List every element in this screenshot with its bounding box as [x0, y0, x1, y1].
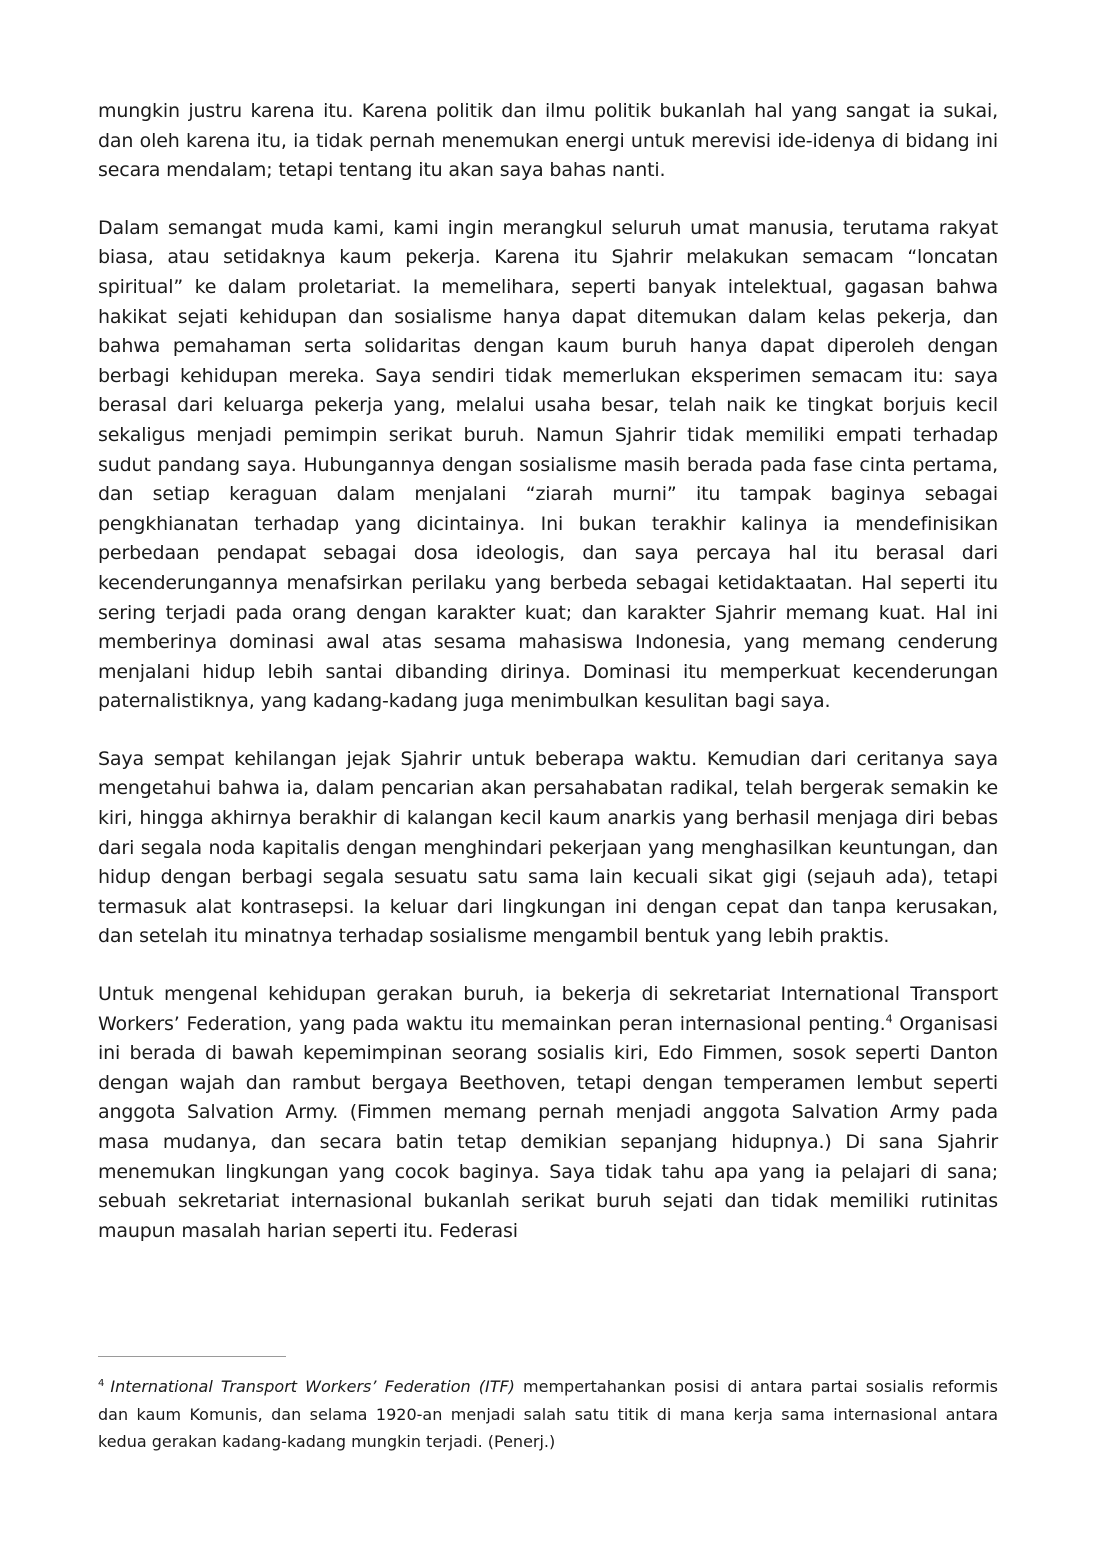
paragraph-4	[98, 980, 998, 1246]
main-text	[98, 97, 998, 1274]
footnote-reference[interactable]: 4	[885, 1012, 893, 1026]
paragraph-4-start: Untuk mengenal kehidupan gerakan buruh, ia bekerja di sekretariat International Transport Workers’ Federation, yang pada waktu itu memainkan peran internasional penting.	[98, 983, 998, 1035]
footnote-text: mempertahankan posisi di antara partai sosialis reformis dan kaum Komunis, dan selama 1920-an menjadi salah satu titik di mana kerja sama internasional antara kedua gerakan kadang-kadang mungkin terjadi. (Penerj.)	[98, 1377, 998, 1451]
footnote-organization: International Transport Workers’ Federation (ITF)	[110, 1377, 515, 1396]
paragraph-4-rest: Organisasi ini berada di bawah kepemimpinan seorang sosialis kiri, Edo Fimmen, sosok seperti Danton dengan wajah dan rambut bergaya Beethoven, tetapi dengan temperamen lembut seperti anggota Salvation Army. (Fimmen memang pernah menjadi anggota Salvation Army pada masa mudanya, dan secara batin tetap demikian sepanjang hidupnya.) Di sana Sjahrir menemukan lingkungan yang cocok baginya. Saya tidak tahu apa yang ia pelajari di sana; sebuah sekretariat internasional bukanlah serikat buruh sejati dan tidak memiliki rutinitas maupun masalah harian seperti itu. Federasi	[98, 1012, 998, 1242]
footnote-number: 4	[98, 1377, 105, 1389]
paragraph-1: mungkin justru karena itu. Karena politik dan ilmu politik bukanlah hal yang sangat ia sukai, dan oleh karena itu, ia tidak pernah menemukan energi untuk merevisi ide-idenya di bidang ini secara mendalam; tetapi tentang itu akan saya bahas nanti.	[98, 100, 998, 182]
paragraph-3: Saya sempat kehilangan jejak Sjahrir untuk beberapa waktu. Kemudian dari ceritanya saya mengetahui bahwa ia, dalam pencarian akan persahabatan radikal, telah bergerak semakin ke kiri, hingga akhirnya berakhir di kalangan kecil kaum anarkis yang berhasil menjaga diri bebas dari segala noda kapitalis dengan menghindari pekerjaan yang menghasilkan keuntungan, dan hidup dengan berbagi segala sesuatu satu sama lain kecuali sikat gigi (sejauh ada), tetapi termasuk alat kontrasepsi. Ia keluar dari lingkungan ini dengan cepat dan tanpa kerusakan, dan setelah itu minatnya terhadap sosialisme mengambil bentuk yang lebih praktis.	[98, 747, 998, 948]
paragraph-2: Dalam semangat muda kami, kami ingin merangkul seluruh umat manusia, terutama rakyat biasa, atau setidaknya kaum pekerja. Karena itu Sjahrir melakukan semacam “loncatan spiritual” ke dalam proletariat. Ia memelihara, seperti banyak intelektual, gagasan bahwa hakikat sejati kehidupan dan sosialisme hanya dapat ditemukan dalam kelas pekerja, dan bahwa pemahaman serta solidaritas dengan kaum buruh hanya dapat diperoleh dengan berbagi kehidupan mereka. Saya sendiri tidak memerlukan eksperimen semacam itu: saya berasal dari keluarga pekerja yang, melalui usaha besar, telah naik ke tingkat borjuis kecil sekaligus menjadi pemimpin serikat buruh. Namun Sjahrir tidak memiliki empati terhadap sudut pandang saya. Hubungannya dengan sosialisme masih berada pada fase cinta pertama, dan setiap keraguan dalam menjalani “ziarah murni” itu tampak baginya sebagai pengkhianatan terhadap yang dicintainya. Ini bukan terakhir kalinya ia mendefinisikan perbedaan pendapat sebagai dosa ideologis, dan saya percaya hal itu berasal dari kecenderungannya menafsirkan perilaku yang berbeda sebagai ketidaktaatan. Hal seperti itu sering terjadi pada orang dengan karakter kuat; dan karakter Sjahrir memang kuat. Hal ini memberinya dominasi awal atas sesama mahasiswa Indonesia, yang memang cenderung menjalani hidup lebih santai dibanding dirinya. Dominasi itu memperkuat kecenderungan paternalistiknya, yang kadang-kadang juga menimbulkan kesulitan bagi saya.	[98, 216, 998, 713]
footnote-divider	[98, 1356, 286, 1357]
footnote	[98, 1373, 998, 1456]
